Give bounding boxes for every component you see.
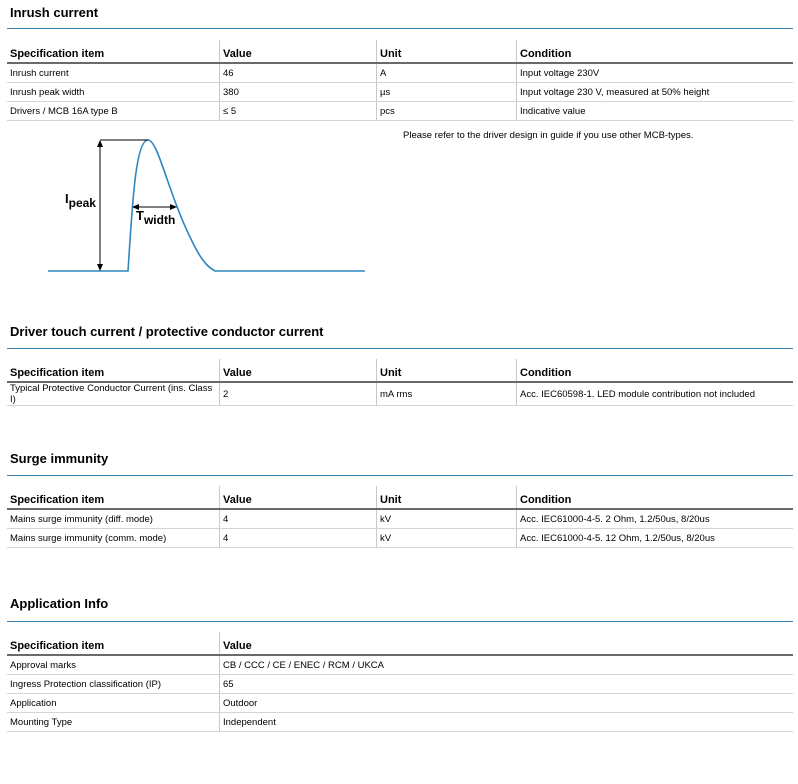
cell-unit: mA rms: [377, 382, 517, 406]
cell-spec-item: Ingress Protection classification (IP): [7, 675, 220, 694]
table-row: [7, 694, 793, 713]
cell-unit: kV: [377, 509, 517, 529]
cell-condition: Acc. IEC60598-1. LED module contribution not included: [517, 382, 794, 406]
header-spec-item: Specification item: [7, 486, 220, 509]
cell-value: 65: [220, 675, 794, 694]
surge-table: [7, 486, 793, 548]
header-value: Value: [220, 40, 377, 63]
cell-spec-item: Approval marks: [7, 655, 220, 675]
mcb-note: Please refer to the driver design in guide if you use other MCB-types.: [403, 130, 694, 141]
cell-condition: Input voltage 230 V, measured at 50% height: [517, 83, 794, 102]
table-header-row: [7, 486, 793, 509]
cell-value: Outdoor: [220, 694, 794, 713]
table-row: [7, 382, 793, 406]
cell-spec-item: Mounting Type: [7, 713, 220, 732]
header-value: Value: [220, 486, 377, 509]
cell-spec-item: Mains surge immunity (comm. mode): [7, 529, 220, 548]
cell-value: 4: [220, 509, 377, 529]
cell-value: 380: [220, 83, 377, 102]
cell-condition: Acc. IEC61000-4-5. 12 Ohm, 1.2/50us, 8/20us: [517, 529, 794, 548]
twidth-label: Twidth: [136, 208, 176, 227]
cell-spec-item: Mains surge immunity (diff. mode): [7, 509, 220, 529]
header-value: Value: [220, 632, 794, 655]
cell-unit: kV: [377, 529, 517, 548]
section-title-touch-current: Driver touch current / protective conductor current: [10, 324, 324, 339]
cell-value: Independent: [220, 713, 794, 732]
header-unit: Unit: [377, 40, 517, 63]
cell-spec-item: Application: [7, 694, 220, 713]
touch-current-table: [7, 359, 793, 406]
table-row: [7, 102, 793, 121]
cell-spec-item: Drivers / MCB 16A type B: [7, 102, 220, 121]
section-title-application: Application Info: [10, 596, 109, 611]
header-value: Value: [220, 359, 377, 382]
section-rule: [7, 348, 793, 349]
section-rule: [7, 28, 793, 29]
cell-spec-item: Inrush current: [7, 63, 220, 83]
table-row: [7, 529, 793, 548]
header-condition: Condition: [517, 486, 794, 509]
header-condition: Condition: [517, 40, 794, 63]
cell-value: 4: [220, 529, 377, 548]
cell-unit: pcs: [377, 102, 517, 121]
cell-spec-item: Inrush peak width: [7, 83, 220, 102]
header-spec-item: Specification item: [7, 632, 220, 655]
inrush-table: [7, 40, 793, 121]
cell-value: ≤ 5: [220, 102, 377, 121]
header-unit: Unit: [377, 359, 517, 382]
header-condition: Condition: [517, 359, 794, 382]
table-row: [7, 63, 793, 83]
ipeak-label: Ipeak: [65, 191, 96, 210]
header-spec-item: Specification item: [7, 40, 220, 63]
cell-value: 46: [220, 63, 377, 83]
table-row: [7, 675, 793, 694]
cell-condition: Input voltage 230V: [517, 63, 794, 83]
header-unit: Unit: [377, 486, 517, 509]
section-title-surge: Surge immunity: [10, 451, 109, 466]
cell-value: CB / CCC / CE / ENEC / RCM / UKCA: [220, 655, 794, 675]
cell-condition: Indicative value: [517, 102, 794, 121]
cell-unit: µs: [377, 83, 517, 102]
inrush-waveform-diagram: [40, 132, 380, 282]
peak-arrowhead-top: [97, 140, 103, 147]
table-header-row: [7, 632, 793, 655]
table-row: [7, 655, 793, 675]
cell-value: 2: [220, 382, 377, 406]
application-table: [7, 632, 793, 732]
table-row: [7, 83, 793, 102]
cell-condition: Acc. IEC61000-4-5. 2 Ohm, 1.2/50us, 8/20us: [517, 509, 794, 529]
table-header-row: [7, 359, 793, 382]
cell-spec-item: Typical Protective Conductor Current (ins. Class I): [7, 382, 220, 406]
header-spec-item: Specification item: [7, 359, 220, 382]
peak-arrowhead-bottom: [97, 264, 103, 271]
section-rule: [7, 475, 793, 476]
section-rule: [7, 621, 793, 622]
cell-unit: A: [377, 63, 517, 83]
table-header-row: [7, 40, 793, 63]
section-title-inrush: Inrush current: [10, 5, 99, 20]
table-row: [7, 713, 793, 732]
table-row: [7, 509, 793, 529]
